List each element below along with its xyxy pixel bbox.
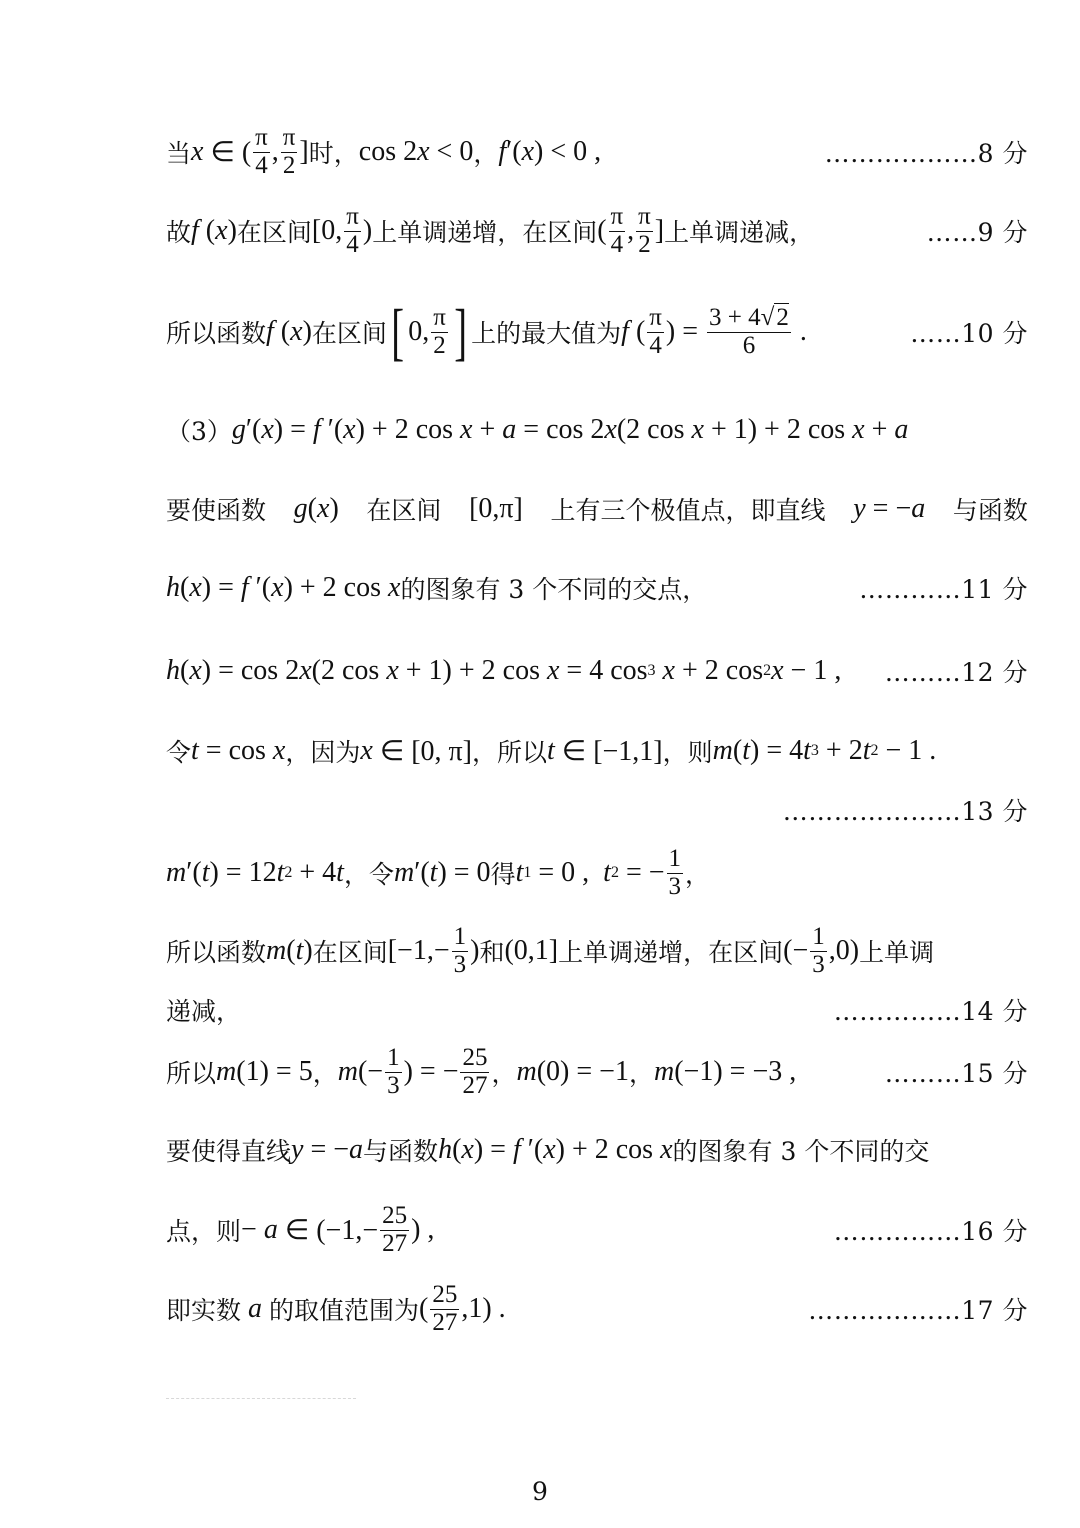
text-segment: 与函数 [363,1137,439,1166]
score-mark: ……9 分 [926,218,1028,247]
text-segment: （3） [166,417,232,446]
solution-line-6: h ( x ) = f ′( x ) + 2 cos x 的图象有 3 个不同的交点， …………11 分 [166,572,1028,604]
solution-line-8: 令 t = cos x ，因为 x ∈ [0, π] ，所以 t ∈ [−1,1] ，则 m ( t ) = 4 t 3 + 2 t 2 − 1 . [166,735,937,767]
text-segment: 上单调递增，在区间 [372,218,598,247]
text-segment: 要使得直线 [166,1137,292,1166]
text-segment: 的图象有 3 个不同的交 [672,1137,930,1166]
text-segment: 得 [490,860,516,889]
score-mark: ………12 分 [884,658,1028,687]
solution-line-13: 要使得直线 y = − a 与函数 h ( x ) = f ′( x ) + 2 cos x 的图象有 3 个不同的交 [166,1134,930,1166]
text-segment: 当 [166,139,192,168]
text-segment: 与函数 [952,496,1028,525]
score-mark: ……………16 分 [833,1217,1028,1246]
text-segment: 上单调递增，在区间 [558,938,784,967]
text-segment: 所以 [166,1059,217,1088]
text-segment: 在区间 [366,496,442,525]
text-segment: 要使函数 [166,496,267,525]
score-mark: ………………8 分 [824,139,1028,168]
score-mark: ……………14 分 [833,997,1028,1026]
solution-line-4: （3） g ′( x ) = f ′( x ) + 2 cos x + a = cos 2 x (2 cos x + 1) + 2 cos x + a [166,414,909,446]
score-mark: ………………17 分 [808,1296,1028,1325]
solution-line-5: 要使函数 g ( x ) 在区间 [0,π] 上有三个极值点，即直线 y = − a 与函数 [166,493,1028,525]
text-segment: 的图象有 3 个不同的交点， [400,575,708,604]
text-segment: 即实数 [166,1296,242,1325]
solution-line-2: 故 f ( x ) 在区间 [0, $\frac{\pi}{4}$ ) 上单调递增，在区间 ( $\frac{\pi}{4}$ , $\frac{\pi}{2}$ ] 上单调递减， ……9 分 [166,203,1028,258]
text-segment: ，因为 [285,738,361,767]
text-segment: ， [473,139,499,168]
score-mark: …………11 分 [859,575,1028,604]
solution-line-7: h ( x ) = cos 2 x (2 cos x + 1) + 2 cos x = 4 cos 3 x + 2 cos 2 x − 1 , ………12 分 [166,655,1028,687]
text-segment: 时， [308,139,359,168]
solution-line-9: m ′( t ) = 12 t 2 + 4 t ，令 m ′( t ) = 0 得 t 1 = 0 , t 2 = − $\frac{1}{3}$ ， [166,845,711,900]
text-segment: 所以函数 [166,938,267,967]
text-segment: ，令 [343,860,394,889]
score-mark: ………15 分 [884,1059,1028,1088]
text-segment: 上有三个极值点，即直线 [550,496,826,525]
text-segment: ， [628,1059,654,1088]
text-segment: 上的最大值为 [471,319,622,348]
text-segment: 在区间 [312,938,388,967]
page-number: 9 [532,1477,548,1506]
faint-rule [166,1398,356,1399]
text-segment: 故 [166,218,192,247]
score-mark: …………………13 分 [782,797,1028,826]
solution-line-1: 当 x ∈ ( $\frac{\pi}{4}$ , $\frac{\pi}{2}$ ] 时， cos 2 x < 0 ， f ′( x ) < 0 , ………………8 分 [166,124,1028,179]
text-segment: ，则 [662,738,713,767]
text-segment: 的取值范围为 [269,1296,420,1325]
text-segment: ， [491,1059,517,1088]
text-segment: ，所以 [472,738,548,767]
text-segment: 点，则 [166,1217,242,1246]
text-segment: 令 [166,738,192,767]
text-segment: 递减， [166,997,242,1026]
text-segment: 上单调 [859,938,935,967]
text-segment: ， [685,860,711,889]
text-segment: 在区间 [236,218,312,247]
text-segment: 所以函数 [166,319,267,348]
solution-line-10: 所以函数 m ( t ) 在区间 [−1,− $\frac{1}{3}$ ) 和 (0,1] 上单调递增，在区间 (− $\frac{1}{3}$ ,0) 上单调 [166,923,935,978]
text-segment: ， [312,1059,338,1088]
score-mark: ……10 分 [910,319,1028,348]
text-segment: 在区间 [311,319,387,348]
solution-line-14: 点，则 − a ∈ (−1,− $\frac{25}{27}$ ) , ……………16 分 [166,1202,1028,1257]
solution-line-3: 所以函数 f ( x ) 在区间 [ 0, $\frac{\pi}{2}$ ] 上的最大值为 f ( $\frac{\pi}{4}$ ) = $\frac{3 + 4√2}{6}$ . ……10 分 [166,296,1028,367]
text-segment: 上单调递减， [664,218,815,247]
solution-line-15: 即实数 a 的取值范围为 ( $\frac{25}{27}$ ,1) . ………………17 分 [166,1281,1028,1336]
solution-line-8-score [166,775,1028,845]
solution-line-12: 所以 m (1) = 5 ， m (− $\frac{1}{3}$ ) = − $\frac{25}{27}$ ， m (0) = −1 ， m (−1) = −3 , ………15 分 [166,1044,1028,1099]
solution-line-11 [166,975,1028,1045]
text-segment: 和 [479,938,505,967]
